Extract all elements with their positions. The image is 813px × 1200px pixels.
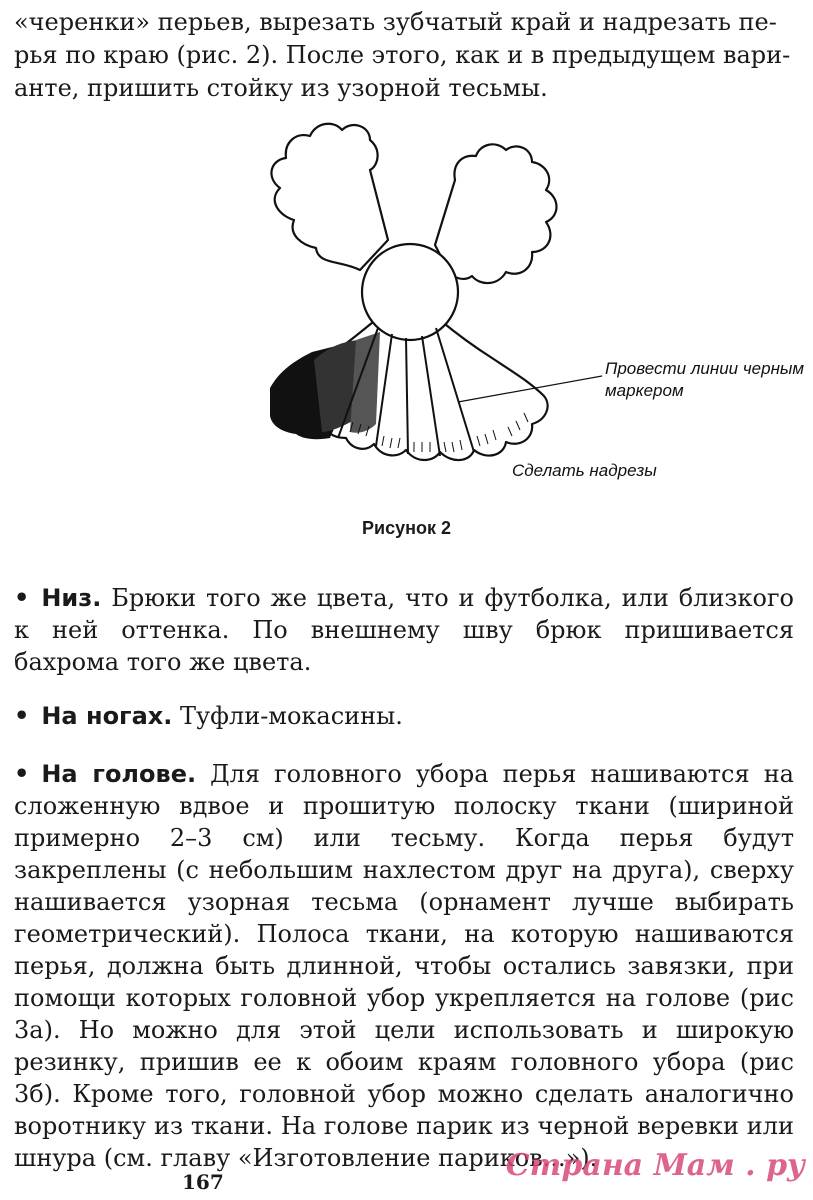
bullet-icon: •	[14, 583, 30, 612]
bullet-icon: •	[14, 701, 30, 730]
figure-2	[230, 120, 805, 500]
intro-line: анте, пришить стойку из узорной тесьмы.	[14, 74, 548, 102]
intro-line: «черенки» перьев, вырезать зубчатый край и надрезать пе-	[14, 8, 777, 36]
page-number: 167	[182, 1170, 224, 1194]
intro-line: рья по краю (рис. 2). После этого, как и в предыдущем вари-	[14, 41, 791, 69]
section-text: Для головного убора перья нашиваются на сложенную вдвое и прошитую полоску ткани (шириной примерно 2–3 см) или тесьму. Когда перья будут закреплены (с небольшим нахлестом друг на друга), сверху нашивается узорная тесьма (орнамент лучше выбирать геометрический). Полоса ткани, на которую нашиваются перья, должна быть длинной, чтобы остались завязки, при помощи которых головной убор укрепляется на голове (рис 3а). Но можно для этой цели использовать и широкую резинку, пришив ее к обоим краям головного убора (рис 3б). Кроме того, головной убор можно сделать аналогично воротнику из ткани. На голове парик из черной веревки или шнура (см. главу «Изготовление париков...»).	[14, 760, 794, 1172]
section-feet	[14, 700, 794, 732]
intro-paragraph	[14, 6, 794, 105]
right-feather-wing	[435, 144, 557, 283]
bullet-icon: •	[14, 759, 30, 788]
left-feather-wing	[271, 124, 388, 270]
section-lead: На голове.	[41, 760, 197, 788]
figure-caption: Рисунок 2	[362, 518, 451, 538]
callout-make-cuts: Сделать надрезы	[512, 461, 657, 480]
neck-circle	[362, 244, 458, 340]
callout-draw-lines: Провести линии черным маркером	[605, 359, 805, 400]
section-text: Туфли-мокасины.	[180, 702, 403, 730]
watermark-logo: Страна Мам . ру	[505, 1148, 805, 1183]
section-lead: Низ.	[41, 584, 102, 612]
section-bottom	[14, 582, 794, 678]
section-text: Брюки того же цвета, что и футболка, или близкого к ней оттенка. По внешнему шву брюк пришивается бахрома того же цвета.	[14, 584, 794, 676]
section-lead: На ногах.	[41, 702, 173, 730]
section-head	[14, 758, 794, 1174]
feather-collar-drawing	[230, 120, 790, 500]
